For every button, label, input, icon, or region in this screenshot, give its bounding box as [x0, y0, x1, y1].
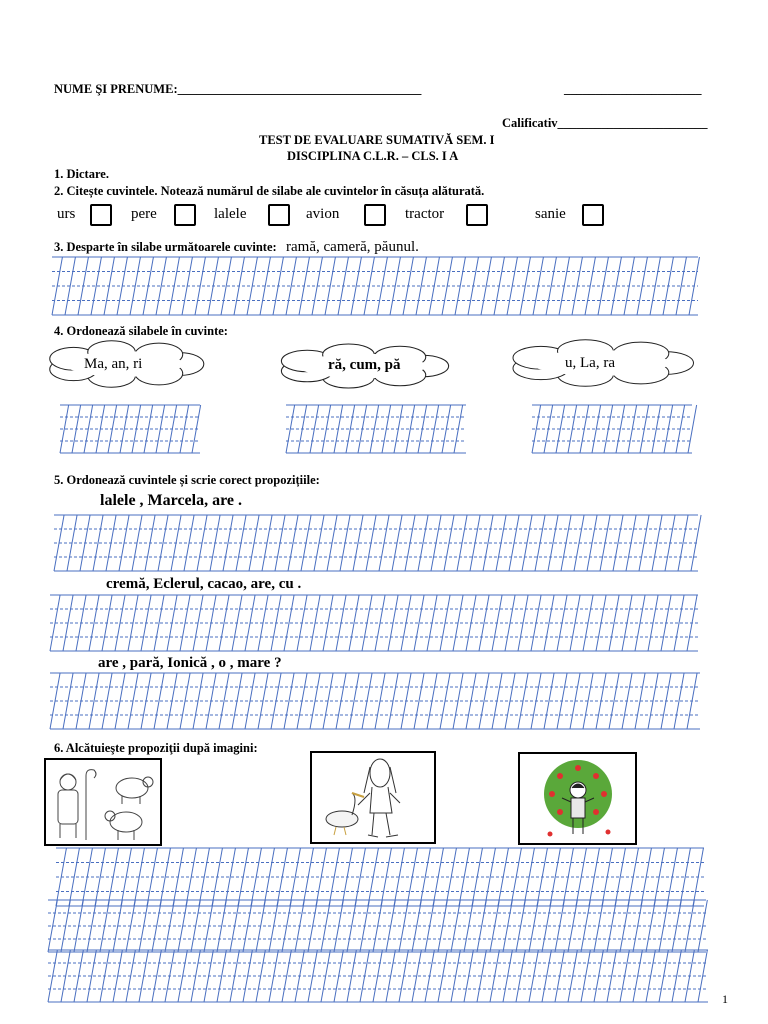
word-urs: urs: [57, 206, 76, 222]
exercise-3-text: 3. Desparte în silabe următoarele cuvinte: ramă, cameră, păunul.: [54, 239, 419, 255]
cloud-2-text: ră, cum, pă: [328, 357, 401, 373]
exercise-2-text: 2. Citește cuvintele. Notează numărul de silabe ale cuvintelor în căsuța alăturată.: [54, 184, 485, 198]
exercise-3-words: ramă, cameră, păunul.: [286, 239, 419, 255]
word-lalele: lalele: [214, 206, 247, 222]
exercise-4-text: 4. Ordonează silabele în cuvinte:: [54, 324, 228, 338]
name-line[interactable]: _______________________________________: [177, 82, 422, 96]
word-pere: pere: [131, 206, 157, 222]
cloud-3-text: u, La, ra: [565, 355, 615, 371]
page-number: 1: [722, 992, 728, 1006]
sentence-1: lalele , Marcela, are .: [100, 492, 243, 509]
grade-label: Calificativ________________________: [502, 116, 708, 130]
exercise-6-text: 6. Alcătuieşte propoziţii după imagini:: [54, 741, 258, 755]
grade-line[interactable]: ________________________: [557, 116, 708, 130]
sentence-2: cremă, Eclerul, cacao, are, cu .: [106, 576, 302, 592]
word-tractor: tractor: [405, 206, 445, 222]
exercise-5-text: 5. Ordonează cuvintele și scrie corect propozițiile:: [54, 473, 320, 487]
cloud-1-text: Ma, an, ri: [84, 356, 143, 372]
word-avion: avion: [306, 206, 340, 222]
exercise-1-text: 1. Dictare.: [54, 167, 109, 181]
sentence-3: are , pară, Ionică , o , mare ?: [98, 655, 282, 671]
page-subtitle: DISCIPLINA C.L.R. – CLS. I A: [287, 149, 459, 163]
word-sanie: sanie: [535, 206, 566, 222]
right-line[interactable]: ______________________: [564, 82, 702, 96]
name-label: NUME ŞI PRENUME:_______________________________________: [54, 82, 422, 96]
page-title: TEST DE EVALUARE SUMATIVĂ SEM. I: [259, 133, 495, 147]
